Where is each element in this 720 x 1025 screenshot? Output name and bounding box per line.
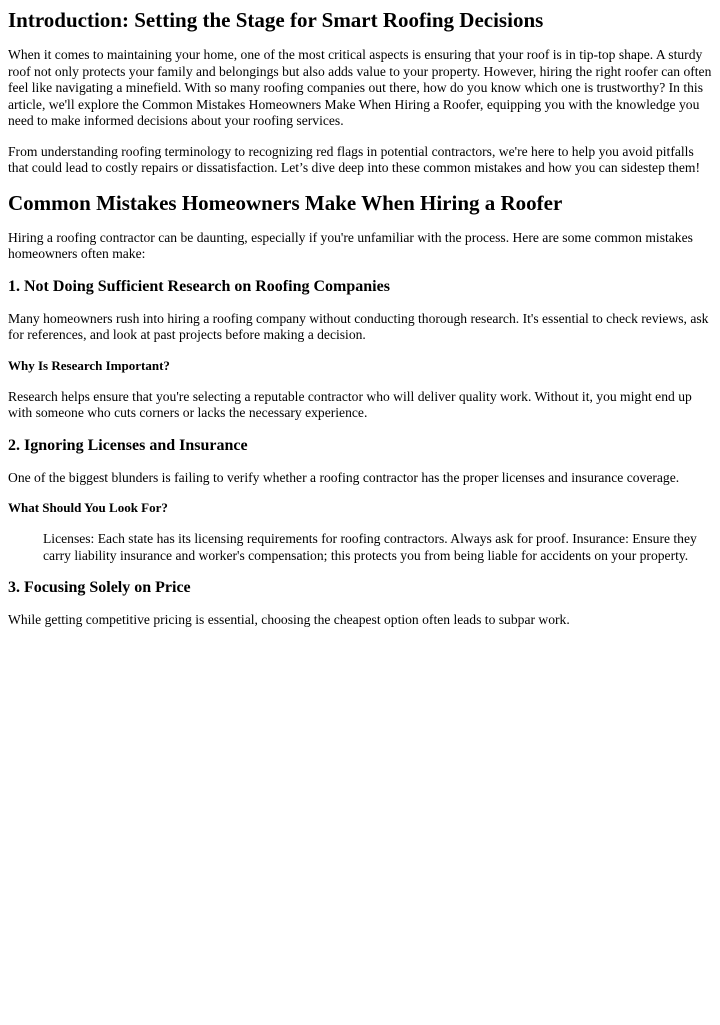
intro-heading: Introduction: Setting the Stage for Smart Roofing Decisions — [8, 8, 544, 32]
section-3-heading: 3. Focusing Solely on Price — [8, 579, 191, 597]
section-3-body: While getting competitive pricing is essential, choosing the cheapest option often leads to subpar work. — [8, 612, 570, 628]
section-2-body: One of the biggest blunders is failing to verify whether a roofing contractor has the proper licenses and insurance coverage. — [8, 469, 680, 485]
section-1-subheading: Why Is Research Important? — [8, 357, 170, 373]
section-1-heading: 1. Not Doing Sufficient Research on Roofing Companies — [8, 277, 390, 295]
section-1-subbody: Research helps ensure that you're selecting a reputable contractor who will deliver quality work. Without it, you might end up with someone who cuts corners or lacks the necessary experience. — [8, 388, 692, 421]
mistakes-intro: Hiring a roofing contractor can be daunting, especially if you're unfamiliar with the process. Here are some common mistakes homeowners often make: — [8, 229, 693, 262]
intro-paragraph-1: When it comes to maintaining your home, one of the most critical aspects is ensuring that your roof is in tip-top shape. A sturdy roof not only protects your family and belongings but also adds value to your property. However, hiring the right roofer can often feel like navigating a minefield. With so many roofing companies out there, how do you know which one is trustworthy? In this article, we'll explore the Common Mistakes Homeowners Make When Hiring a Roofer, equipping you with the knowledge you need to make informed decisions about your roofing services. — [8, 47, 712, 129]
section-2-subbody: Licenses: Each state has its licensing requirements for roofing contractors. Always ask for proof. Insurance: Ensure they carry liability insurance and worker's compensation; this protects you from being liable for accidents on your property. — [43, 531, 697, 563]
section-2-subheading: What Should You Look For? — [8, 500, 168, 516]
mistakes-heading: Common Mistakes Homeowners Make When Hiring a Roofer — [8, 190, 563, 215]
article — [0, 8, 720, 629]
section-1-body: Many homeowners rush into hiring a roofing company without conducting thorough research. It's essential to check reviews, ask for references, and look at past projects before making a decision. — [8, 310, 709, 343]
section-2-heading: 2. Ignoring Licenses and Insurance — [8, 436, 248, 454]
intro-paragraph-2: From understanding roofing terminology to recognizing red flags in potential contractors, we're here to help you avoid pitfalls that could lead to costly repairs or dissatisfaction. Let’s dive deep into these common mistakes and how you can sidestep them! — [8, 143, 700, 176]
